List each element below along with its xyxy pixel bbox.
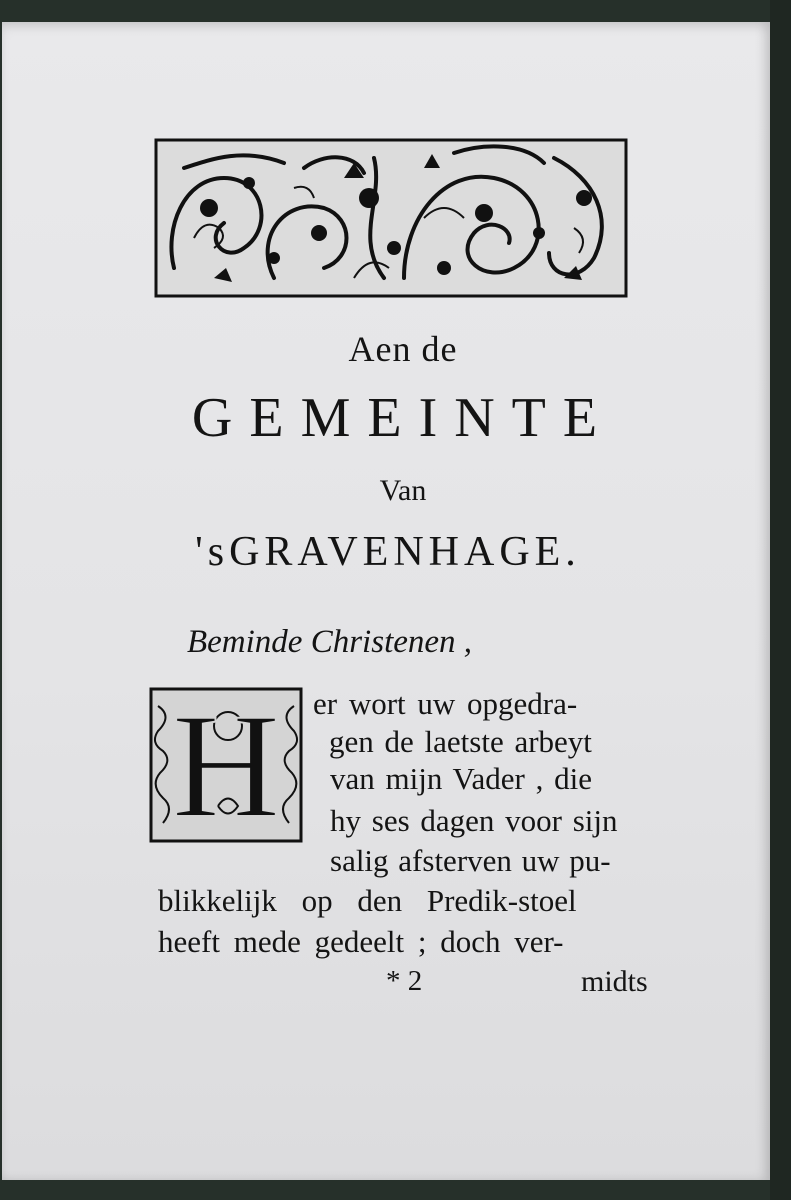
dedication-title: GEMEINTE bbox=[191, 387, 615, 449]
body-line-7: heeft mede gedeelt ; doch ver- bbox=[158, 924, 564, 959]
body-line-5: salig afsterven uw pu- bbox=[330, 843, 611, 878]
body-line-3: van mijn Vader , die bbox=[330, 761, 592, 796]
floral-headpiece-ornament bbox=[154, 138, 628, 298]
body-line-1: er wort uw opgedra- bbox=[313, 686, 578, 721]
dedication-prefix: Aen de bbox=[348, 329, 458, 369]
ornamental-initial-h bbox=[148, 686, 304, 844]
signature-mark: * 2 bbox=[386, 965, 423, 997]
dedication-van: Van bbox=[379, 474, 427, 507]
book-cover-edge bbox=[770, 0, 791, 1200]
body-line-6: blikkelijk op den Predik-stoel bbox=[158, 883, 577, 918]
body-line-2: gen de laetste arbeyt bbox=[329, 724, 592, 759]
dedication-city: 'sGRAVENHAGE. bbox=[195, 529, 581, 575]
greeting: Beminde Christenen , bbox=[187, 624, 473, 660]
catchword: midts bbox=[581, 965, 648, 998]
body-line-4: hy ses dagen voor sijn bbox=[330, 803, 618, 838]
drop-cap-letter: H bbox=[171, 686, 281, 844]
